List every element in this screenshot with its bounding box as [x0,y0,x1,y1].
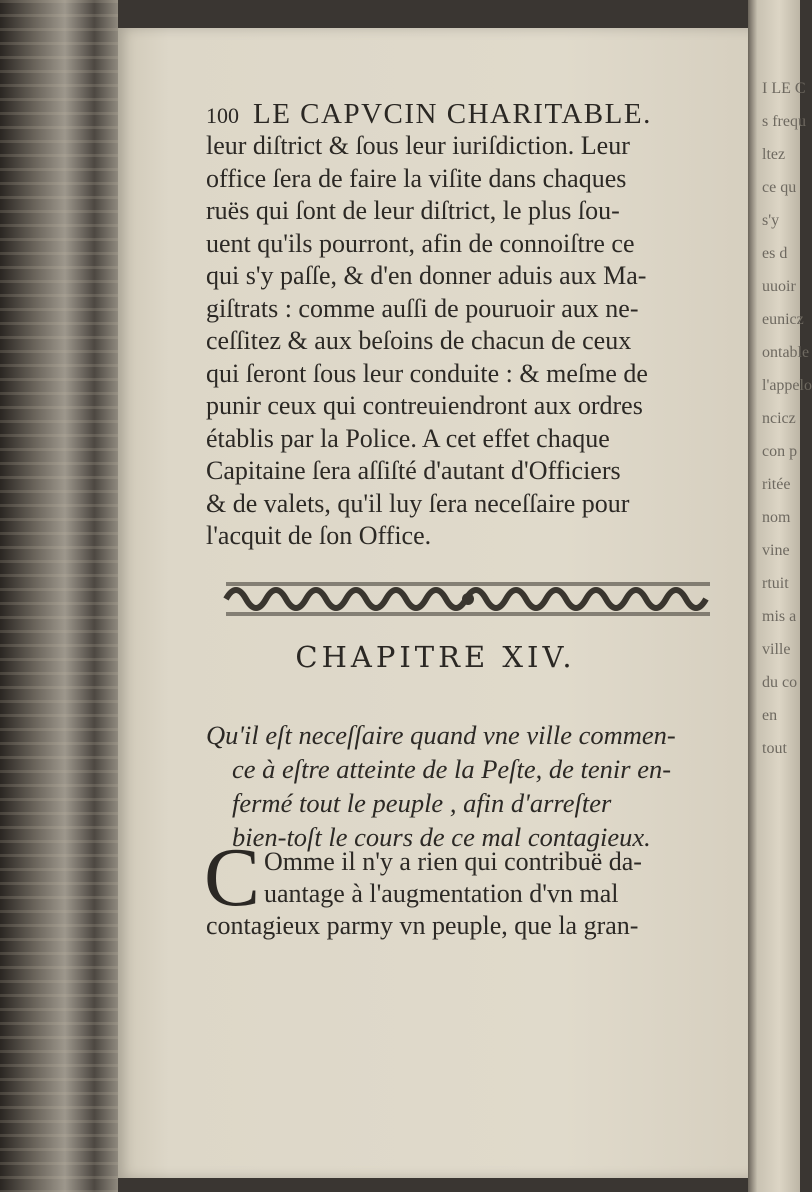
facing-page-fragment: es d [762,245,788,262]
summary-line: fermé tout le peuple , afin d'arreſter [232,788,612,818]
chapter-summary [206,718,746,854]
text-line: ruës qui ſont de leur diſtrict, le plus ſou- [206,196,620,225]
text-line: uent qu'ils pourront, afin de connoiſtre ce [206,228,635,258]
facing-page-fragment: ritée [762,476,791,493]
summary-line: bien-toſt le cours de ce mal contagieux. [232,822,651,852]
facing-page-fragment: ce qu [762,179,797,196]
text-line: qui ſeront ſous leur conduite : & meſme de [206,358,648,388]
facing-page-fragment: tout [762,740,787,757]
book-page [118,28,753,1178]
text-line: leur diſtrict & ſous leur iuriſdiction. Leur [206,131,630,160]
facing-page-fragment: con p [762,443,798,460]
facing-page-fragment: uuoir [762,278,796,295]
facing-page-fragment: nom [762,509,791,526]
text-line: l'acquit de ſon Office. [206,521,432,550]
running-title: LE CAPVCIN CHARITABLE. [253,98,652,130]
text-line: office ſera de faire la viſite dans chaques [206,163,627,193]
facing-page-fragment: s frequ [762,113,806,130]
text-line: contagieux parmy vn peuple, que la gran- [206,911,639,940]
text-line: & de valets, qu'il luy ſera neceſſaire pour [206,488,630,518]
text-line: qui s'y paſſe, & d'en donner aduis aux Ma- [206,261,647,290]
facing-page-fragment: s'y [762,212,780,229]
facing-page-fragment: ontable [762,344,810,361]
text-line: établis par la Police. A cet effet chaque [206,423,610,453]
book-binding [0,0,118,1192]
facing-page-fragment: ville [762,641,791,658]
decorative-ornament-band [218,574,718,624]
facing-page-fragment: vine [762,542,790,559]
facing-page-fragment: en [762,707,778,724]
facing-page-fragment: du co [762,674,798,691]
facing-page-fragment: ncicz [762,410,796,427]
facing-page-fragment: eunicz [762,311,804,328]
text-line: Omme il n'y a rien qui contribuë da- [264,847,642,876]
facing-page-fragment: I LE C [762,80,806,97]
facing-page-fragment: ltez [762,146,786,163]
facing-page-edge [748,0,812,1192]
text-line: uantage à l'augmentation d'vn mal [264,879,619,908]
summary-line: ce à eſtre atteinte de la Peſte, de tenir en- [232,754,672,784]
text-line: Capitaine ſera aſſiſté d'autant d'Officiers [206,456,621,485]
text-line: punir ceux qui contreuiendront aux ordres [206,391,643,420]
summary-line: Qu'il eſt neceſſaire quand vne ville commen- [206,720,676,750]
opening-paragraph [206,846,746,942]
text-line: giſtrats : comme auſſi de pouruoir aux ne- [206,293,639,323]
facing-page-fragment: mis a [762,608,797,625]
running-head [206,98,652,131]
facing-page-fragment: l'appelo [762,377,812,394]
page-number: 100 [206,103,239,128]
text-line: ceſſitez & aux beſoins de chacun de ceux [206,326,632,355]
chapter-heading: CHAPITRE XIV. [295,640,576,674]
drop-cap: C [204,831,261,924]
body-text [206,130,756,553]
facing-page-fragment: rtuit [762,575,789,592]
